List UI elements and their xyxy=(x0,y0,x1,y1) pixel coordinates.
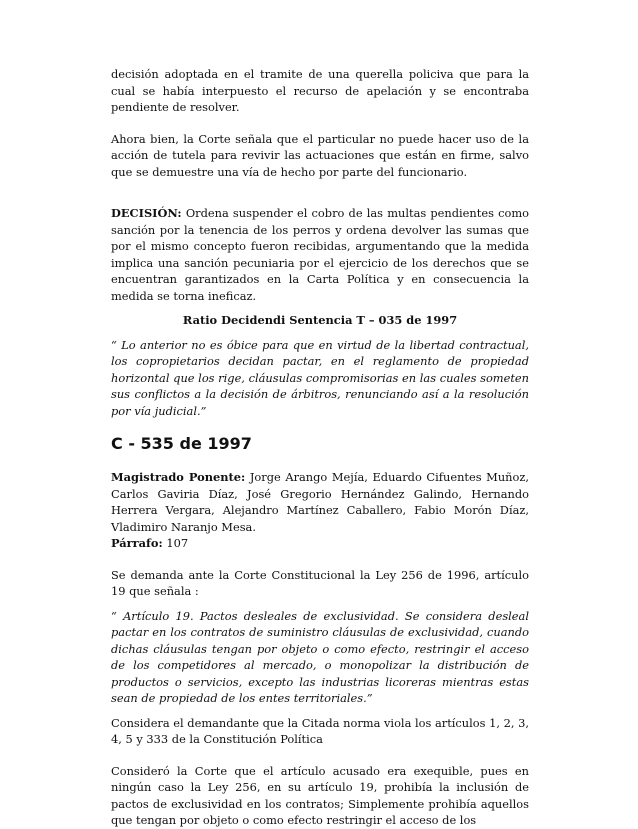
document-page xyxy=(111,66,529,829)
quote-articulo-19: “ Artículo 19. Pactos desleales de exclusividad. Se considera desleal pactar en los contratos de suministro cláusulas de exclusividad, cuando dichas cláusulas tengan por objeto o como efecto, restringir el acceso de los competidores al mercado, o monopolizar la distribución de productos o servicios, excepto las industrias licoreras mientras estas sean de propiedad de los entes territoriales.” xyxy=(111,608,529,705)
paragraph-se-demanda: Se demanda ante la Corte Constitucional la Ley 256 de 1996, artículo 19 que señala : xyxy=(111,567,529,598)
paragraph-parrafo xyxy=(111,535,529,552)
parrafo-label: Párrafo: xyxy=(111,536,163,550)
decision-label: DECISIÓN: xyxy=(111,206,182,220)
quote-ratio-decidendi: “ Lo anterior no es óbice para que en virtud de la libertad contractual, los copropietarios decidan pactar, en el reglamento de propiedad horizontal que los rige, cláusulas compromisorias en las cuales someten sus conflictos a la decisión de árbitros, renunciando así a la resolución por vía judicial.” xyxy=(111,337,529,418)
paragraph-ahora-bien: Ahora bien, la Corte señala que el particular no puede hacer uso de la acción de tutela para revivir las actuaciones que están en firme, salvo que se demuestre una vía de hecho por parte del funcionario. xyxy=(111,131,529,179)
parrafo-text: 107 xyxy=(162,536,189,550)
paragraph-magistrado xyxy=(111,469,529,535)
ratio-decidendi-title: Ratio Decidendi Sentencia T – 035 de 1997 xyxy=(182,313,458,327)
section-heading: C - 535 de 1997 xyxy=(111,434,252,453)
paragraph-tramite: decisión adoptada en el tramite de una querella policiva que para la cual se había interpuesto el recurso de apelación y se encontraba pendiente de resolver. xyxy=(111,67,529,114)
paragraph-considera-demandante: Considera el demandante que la Citada norma viola los artículos 1, 2, 3, 4, 5 y 333 de la Constitución Política xyxy=(111,715,529,746)
magistrado-text: Jorge Arango Mejía, Eduardo Cifuentes Muñoz, Carlos Gaviria Díaz, José Gregorio Hernández Galindo, Hernando Herrera Vergara, Alejandro Martínez Caballero, Fabio Morón Díaz, Vladimiro Naranjo Mesa. xyxy=(111,470,529,534)
paragraph-considero-corte: Consideró la Corte que el artículo acusado era exequible, pues en ningún caso la Ley 256, en su artículo 19, prohibía la inclusión de pactos de exclusividad en los contratos; Simplemente prohibía aquellos que tengan por objeto o como efecto restringir el acceso de los xyxy=(111,763,529,827)
decision-text: Ordena suspender el cobro de las multas pendientes como sanción por la tenencia de los perros y ordena devolver las sumas que por el mismo concepto fueron recibidas, argumentando que la medida implica una sanción pecuniaria por el ejercicio de los derechos que se encuentran garantizados en la Carta Política y en consecuencia la medida se torna ineficaz. xyxy=(111,206,529,303)
paragraph-decision xyxy=(111,205,529,304)
magistrado-label: Magistrado Ponente: xyxy=(111,470,246,484)
